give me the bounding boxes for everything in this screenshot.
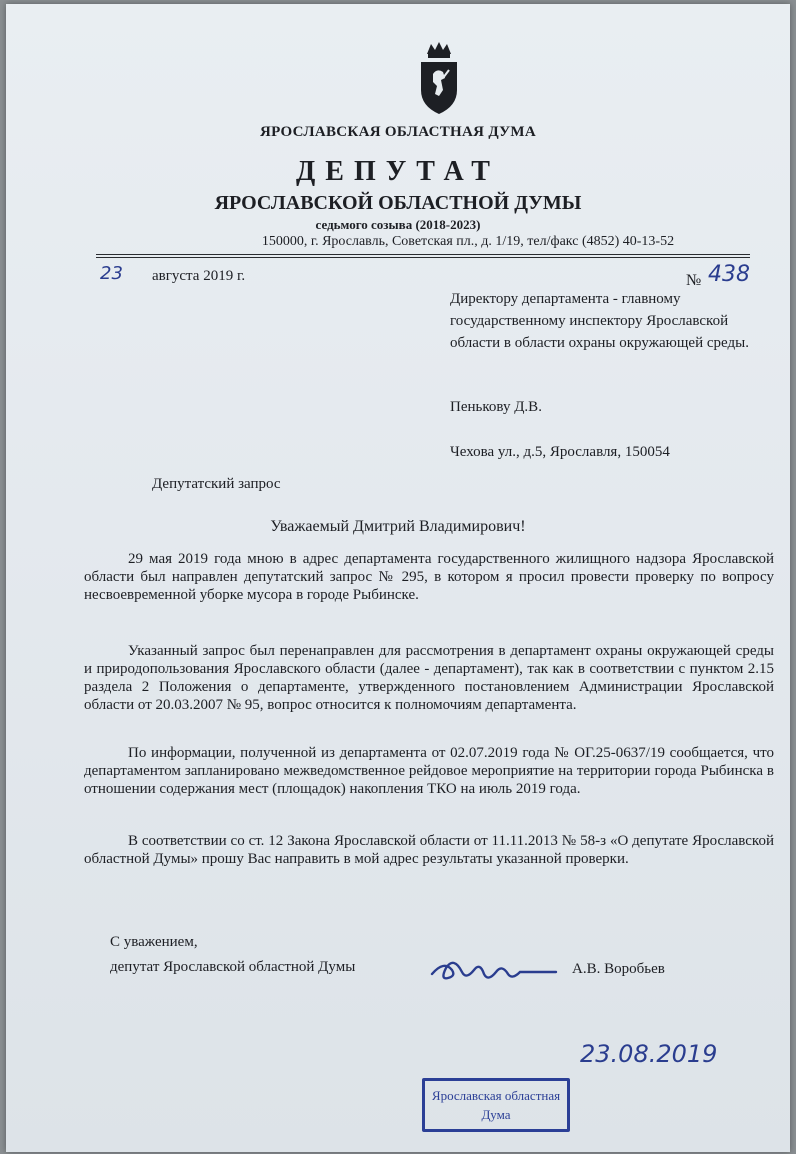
number-handwritten: 438 [708,262,750,287]
subject-line: Депутатский запрос [152,476,281,492]
convocation: седьмого созыва (2018-2023) [315,217,481,232]
addressee-address: Чехова ул., д.5, Ярославля, 150054 [450,444,670,460]
signer-name: А.В. Воробьев [572,961,665,977]
body-paragraph-2: Указанный запрос был перенаправлен для рассмотрения в департамент охраны окружающей среды и природопользования Ярославского области (далее - департамент), так как в соответствии с пунктом 2.15 раздела 2 Положения о департаменте, утвержденного постановлением Администрации Ярославской области от 20.03.2007 № 95, вопрос относится к полномочиям департамента. [84,643,774,713]
letter-page [6,4,790,1152]
date-day-handwritten: 23 [100,263,123,284]
doc-title: ДЕПУТАТ [296,156,500,187]
greeting: Уважаемый Дмитрий Владимирович! [270,518,526,535]
stamp-line-1: Ярославская областная [431,1088,561,1103]
coat-of-arms-icon [417,40,461,116]
number-label: № [686,272,702,289]
body-paragraph-1: 29 мая 2019 года мною в адрес департамента государственного жилищного надзора Ярославской области был направлен депутатский запрос № 295, в котором я просил провести проверку по вопросу несвоевременной уборке мусора в городе Рыбинске. [84,551,774,603]
addressee-name: Пенькову Д.В. [450,399,542,415]
header-divider-2 [96,257,750,258]
stamp-line-2: Дума [481,1107,511,1122]
body-paragraph-3: По информации, полученной из департамента от 02.07.2019 года № ОГ.25-0637/19 сообщается, что департаментом запланировано межведомственное рейдовое мероприятие на территории города Рыбинска в отношении содержания мест (площадок) накопления ТКО на июль 2019 года. [84,745,774,797]
handwritten-date: 23.08.2019 [580,1040,718,1068]
org-name: ЯРОСЛАВСКАЯ ОБЛАСТНАЯ ДУМА [259,124,537,140]
registry-stamp [422,1078,570,1132]
header-address: 150000, г. Ярославль, Советская пл., д. 1/19, тел/факс (4852) 40-13-52 [261,234,675,249]
signature-mark [426,952,566,988]
header-divider [96,254,750,255]
addressee-position: Директору департамента - главному государственному инспектору Ярославской области в области охраны окружающей среды. [450,291,749,351]
doc-subtitle: ЯРОСЛАВСКОЙ ОБЛАСТНОЙ ДУМЫ [214,192,582,214]
date-text: августа 2019 г. [152,268,246,284]
closing-regards: С уважением, [110,934,198,950]
body-paragraph-4: В соответствии со ст. 12 Закона Ярославской области от 11.11.2013 № 58-з «О депутате Ярославской областной Думы» прошу Вас направить в мой адрес результаты указанной проверки. [84,833,774,867]
closing-position: депутат Ярославской областной Думы [110,959,356,975]
